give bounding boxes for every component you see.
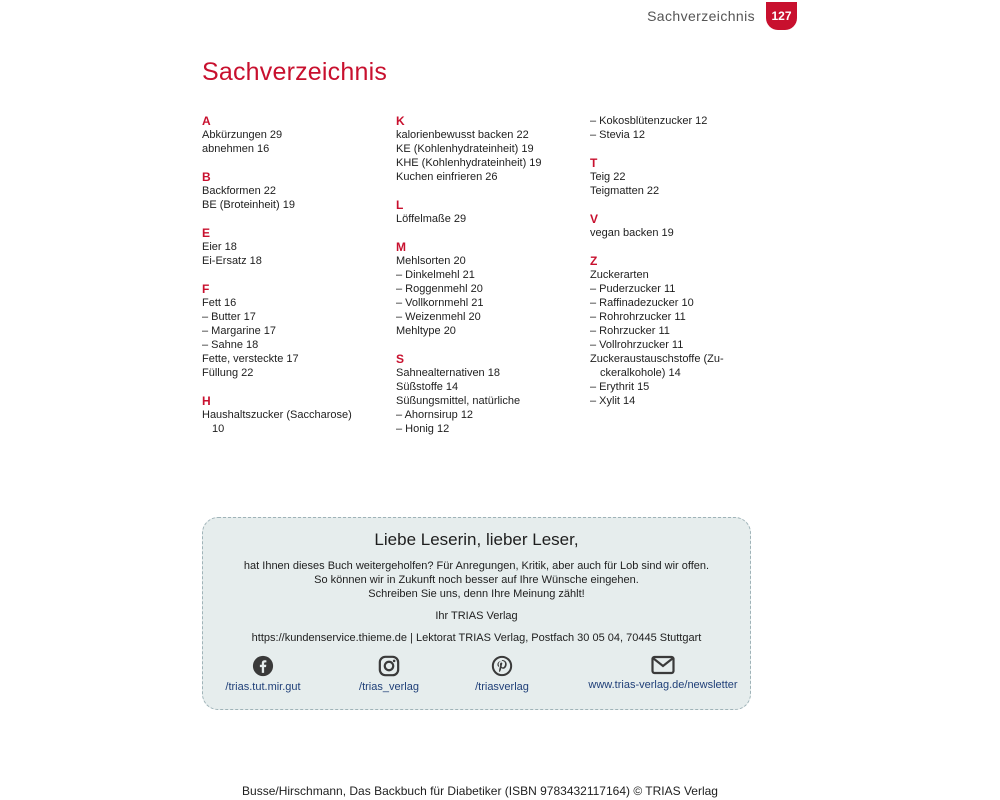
index-entry: KE (Kohlenhydrateinheit) 19 <box>396 143 534 155</box>
index-column-1 <box>202 114 387 450</box>
index-letter: H <box>202 394 211 408</box>
index-entry: Teigmatten 22 <box>590 185 660 197</box>
index-group-s-continued <box>590 114 775 142</box>
index-entry: Süßungsmittel, natürliche <box>396 395 521 407</box>
reader-feedback-box <box>202 517 751 710</box>
index-group-m <box>396 240 581 338</box>
index-entry: Kuchen einfrieren 26 <box>396 171 498 183</box>
index-subentry: – Rohrzucker 11 <box>590 325 670 337</box>
feedback-heading: Liebe Leserin, lieber Leser, <box>374 530 579 549</box>
index-subentry: – Vollkornmehl 21 <box>396 297 484 309</box>
index-entry: Fette, versteckte 17 <box>202 353 299 365</box>
feedback-text-line: hat Ihnen dieses Buch weitergeholfen? Für Anregungen, Kritik, aber auch für Lob sind wir offen. <box>243 560 710 572</box>
index-group-e <box>202 226 387 268</box>
index-group-s <box>396 352 581 436</box>
index-entry: vegan backen 19 <box>590 227 674 239</box>
index-subentry: – Honig 12 <box>396 423 450 435</box>
index-subentry: – Roggenmehl 20 <box>396 283 483 295</box>
index-letter: A <box>202 114 211 128</box>
index-entry: Löffelmaße 29 <box>396 213 467 225</box>
index-entry: Fett 16 <box>202 297 237 309</box>
page-number-badge: 127 <box>766 2 797 30</box>
index-letter: S <box>396 352 405 366</box>
index-column-3 <box>590 114 775 422</box>
index-subentry: – Xylit 14 <box>590 395 636 407</box>
facebook-handle[interactable]: /trias.tut.mir.gut <box>225 681 301 693</box>
copyright-footer: Busse/Hirschmann, Das Backbuch für Diabetiker (ISBN 9783432117164) © TRIAS Verlag <box>242 784 718 798</box>
index-entry-continuation: 10 <box>212 423 225 435</box>
feedback-text-line: Schreiben Sie uns, denn Ihre Meinung zählt! <box>368 588 585 600</box>
pinterest-icon <box>491 655 513 677</box>
index-entry: Eier 18 <box>202 241 237 253</box>
index-entry: Zuckeraustauschstoffe (Zu- <box>590 353 724 365</box>
index-letter: L <box>396 198 404 212</box>
index-entry: Teig 22 <box>590 171 626 183</box>
index-group-f <box>202 282 387 380</box>
instagram-handle[interactable]: /trias_verlag <box>359 681 419 693</box>
index-group-a <box>202 114 387 156</box>
index-entry: Zuckerarten <box>590 269 649 281</box>
index-entry: BE (Broteinheit) 19 <box>202 199 295 211</box>
index-subentry: – Margarine 17 <box>202 325 276 337</box>
feedback-text-line: So können wir in Zukunft noch besser auf Ihre Wünsche eingehen. <box>314 574 639 586</box>
index-entry: Füllung 22 <box>202 367 254 379</box>
index-subentry: – Ahornsirup 12 <box>396 409 474 421</box>
newsletter-url[interactable]: www.trias-verlag.de/newsletter <box>588 679 738 691</box>
index-group-h <box>202 394 387 436</box>
index-subentry: – Butter 17 <box>202 311 256 323</box>
pinterest-handle[interactable]: /triasverlag <box>475 681 529 693</box>
index-subentry: – Dinkelmehl 21 <box>396 269 475 281</box>
index-entry: Abkürzungen 29 <box>202 129 283 141</box>
index-subentry: – Weizenmehl 20 <box>396 311 481 323</box>
index-subentry: – Rohrohrzucker 11 <box>590 311 686 323</box>
feedback-contact[interactable]: https://kundenservice.thieme.de | Lektorat TRIAS Verlag, Postfach 30 05 04, 70445 Stuttgart <box>251 632 702 644</box>
feedback-signature: Ihr TRIAS Verlag <box>435 610 518 622</box>
index-entry: Süßstoffe 14 <box>396 381 459 393</box>
index-letter: B <box>202 170 211 184</box>
index-group-k <box>396 114 581 184</box>
pinterest-link[interactable] <box>463 655 541 693</box>
index-group-l <box>396 198 581 226</box>
index-subentry: – Puderzucker 11 <box>590 283 676 295</box>
index-letter: V <box>590 212 599 226</box>
index-subentry: – Sahne 18 <box>202 339 259 351</box>
index-entry: Sahnealternativen 18 <box>396 367 500 379</box>
index-entry: abnehmen 16 <box>202 143 270 155</box>
page-title: Sachverzeichnis <box>202 58 388 86</box>
index-letter: Z <box>590 254 598 268</box>
index-letter: E <box>202 226 211 240</box>
index-letter: M <box>396 240 406 254</box>
index-entry: Backformen 22 <box>202 185 276 197</box>
index-entry: kalorienbewusst backen 22 <box>396 129 529 141</box>
index-subentry: – Kokosblütenzucker 12 <box>590 115 708 127</box>
index-entry: Mehltype 20 <box>396 325 456 337</box>
index-subentry: – Raffinadezucker 10 <box>590 297 694 309</box>
index-letter: K <box>396 114 405 128</box>
index-group-b <box>202 170 387 212</box>
index-subentry: – Stevia 12 <box>590 129 646 141</box>
mail-icon <box>651 655 675 675</box>
index-entry-continuation: ckeralkohole) 14 <box>600 367 681 379</box>
instagram-icon <box>378 655 400 677</box>
index-group-z <box>590 254 775 408</box>
index-entry: KHE (Kohlenhydrateinheit) 19 <box>396 157 542 169</box>
index-group-v <box>590 212 775 240</box>
instagram-link[interactable] <box>349 655 429 693</box>
index-subentry: – Erythrit 15 <box>590 381 650 393</box>
index-column-2 <box>396 114 581 450</box>
index-entry: Ei-Ersatz 18 <box>202 255 262 267</box>
newsletter-link[interactable] <box>581 655 745 691</box>
facebook-link[interactable] <box>221 655 305 693</box>
index-entry: Mehlsorten 20 <box>396 255 466 267</box>
index-entry: Haushaltszucker (Saccharose) <box>202 409 352 421</box>
facebook-icon <box>252 655 274 677</box>
index-letter: T <box>590 156 598 170</box>
index-letter: F <box>202 282 210 296</box>
index-group-t <box>590 156 775 198</box>
running-head-title: Sachverzeichnis <box>647 8 755 24</box>
index-subentry: – Vollrohrzucker 11 <box>590 339 684 351</box>
